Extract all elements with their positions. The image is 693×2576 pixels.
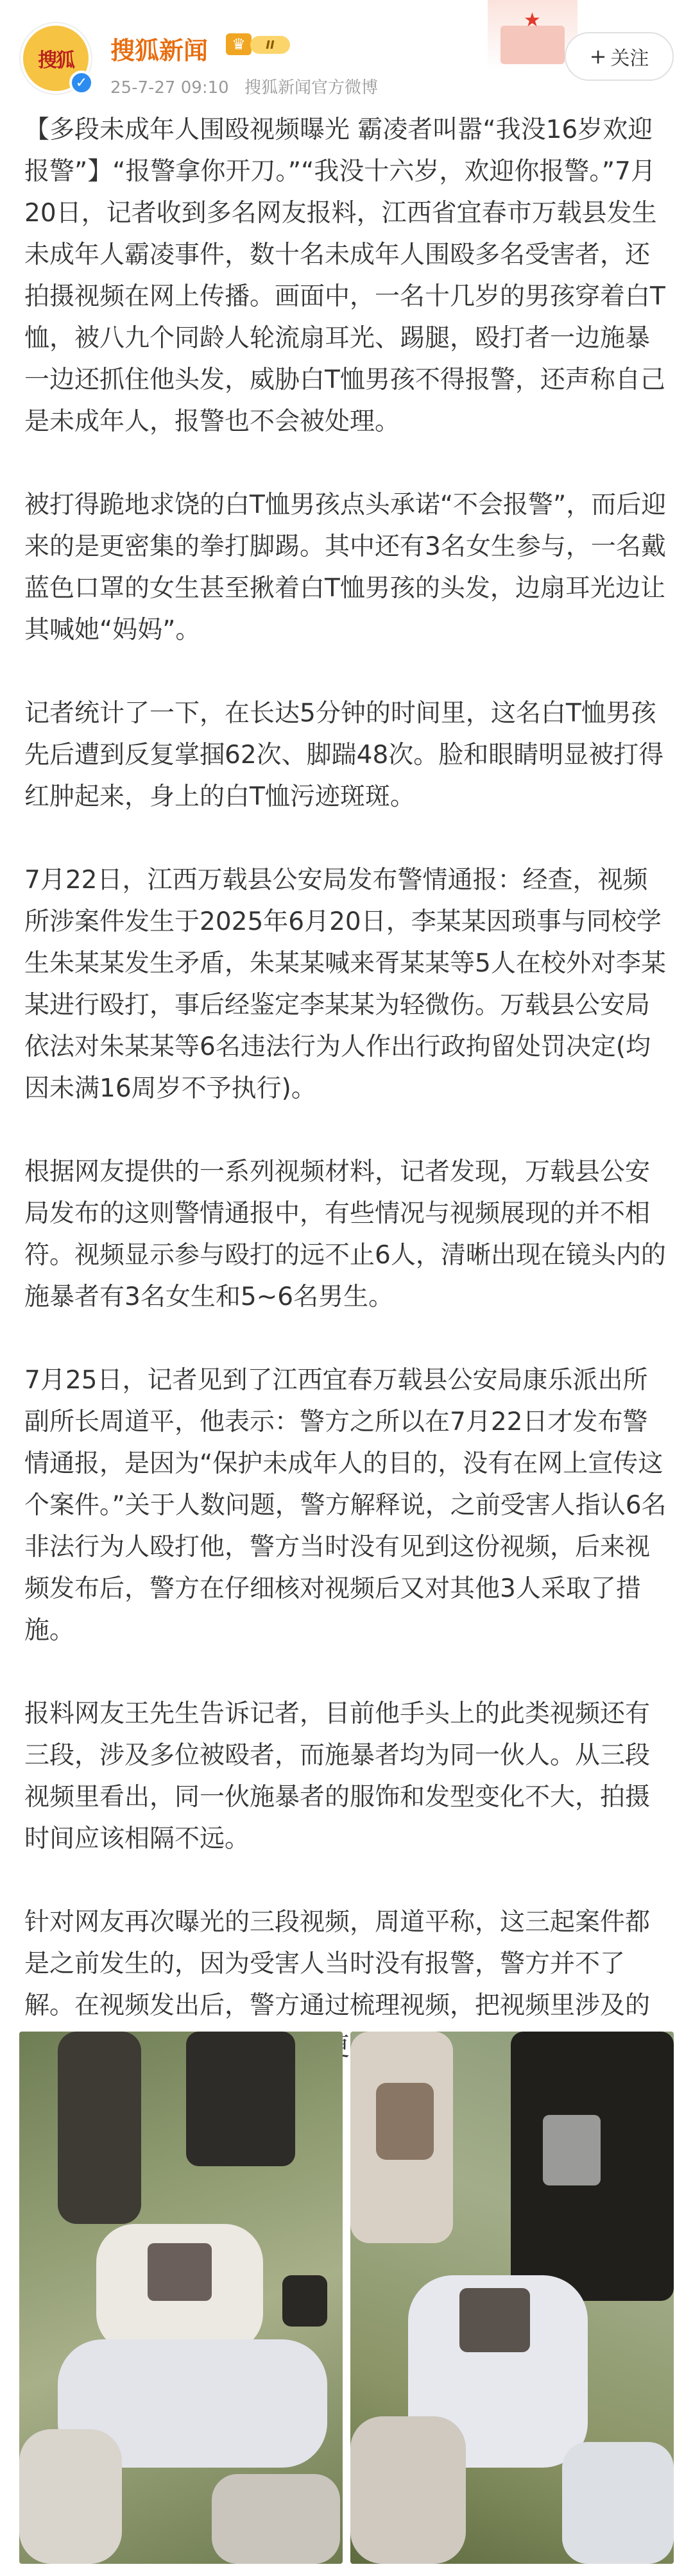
image-figure: [543, 2115, 601, 2185]
account-name[interactable]: 搜狐新闻: [110, 37, 209, 65]
avatar-logo-text: 搜狐: [38, 49, 74, 72]
post-content: [24, 109, 672, 2110]
gate-decoration: [501, 26, 565, 64]
post-meta: [110, 74, 388, 98]
image-figure: [350, 2416, 466, 2564]
post-paragraph: 【多段未成年人围殴视频曝光 霸凌者叫嚣“我没16岁欢迎报警”】“报警拿你开刀。”“我没十六岁，欢迎你报警。”7月20日，记者收到多名网友报料，江西省宜春市万载县发生未成年人霸凌事件，数十名未成年人围殴多名受害者，还拍摄视频在网上传播。画面中，一名十几岁的男孩穿着白T恤，被八九个同龄人轮流扇耳光、踢腿，殴打者一边施暴一边还抓住他头发，威胁白T恤男孩不得报警，还声称自己是未成年人，报警也不会被处理。: [24, 115, 665, 436]
crown-icon: ♛: [226, 33, 252, 55]
image-figure: [212, 2474, 340, 2564]
vip-level: II: [250, 36, 290, 54]
post-image-1[interactable]: [19, 2032, 343, 2564]
post-paragraph: 报料网友王先生告诉记者，目前他手头上的此类视频还有三段，涉及多位被殴者，而施暴者均为同一伙人。从三段视频里看出，同一伙施暴者的服饰和发型变化不大，拍摄时间应该相隔不远。: [24, 1699, 651, 1853]
post-paragraph: 被打得跪地求饶的白T恤男孩点头承诺“不会报警”，而后迎来的是更密集的拳打脚踢。其中还有3名女生参与，一名戴蓝色口罩的女生甚至揪着白T恤男孩的头发，边扇耳光边让其喊她“妈妈”。: [24, 491, 667, 644]
image-figure: [562, 2442, 674, 2564]
image-figure: [376, 2083, 434, 2160]
image-figure: [459, 2288, 530, 2352]
image-figure: [58, 2032, 141, 2224]
post-paragraph: 7月25日，记者见到了江西宜春万载县公安局康乐派出所副所长周道平，他表示：警方之所以在7月22日才发布警情通报，是因为“保护未成年人的目的，没有在网上宣传这个案件。”关于人数问题，警方解释说，之前受害人指认6名非法行为人殴打他，警方当时没有见到这份视频，后来视频发布后，警方在仔细核对视频后又对其他3人采取了措施。: [24, 1366, 667, 1645]
post-paragraph: 根据网友提供的一系列视频材料，记者发现，万载县公安局发布的这则警情通报中，有些情况与视频展现的并不相符。视频显示参与殴打的远不止6人，清晰出现在镜头内的施暴者有3名女生和5~6名男生。: [24, 1158, 666, 1311]
star-icon: ★: [524, 9, 541, 31]
follow-button[interactable]: [565, 32, 674, 81]
post-timestamp: 25-7-27 09:10: [110, 78, 229, 97]
post-image-2[interactable]: [350, 2032, 674, 2564]
vip-badge[interactable]: [226, 32, 293, 56]
post-header: [0, 0, 693, 122]
post-paragraph: 7月22日，江西万载县公安局发布警情通报：经查，视频所涉案件发生于2025年6月20日，李某某因琐事与同校学生朱某某发生矛盾，朱某某喊来胥某某等5人在校外对李某某进行殴打，事后经鉴定李某某为轻微伤。万载县公安局依法对朱某某等6名违法行为人作出行政拘留处罚决定(均因未满16周岁不予执行)。: [24, 866, 666, 1103]
verified-icon: ✓: [69, 71, 94, 95]
image-figure: [186, 2032, 295, 2166]
image-grid: [19, 2032, 674, 2564]
post-source: 搜狐新闻官方微博: [244, 78, 378, 97]
post-paragraph: 记者统计了一下，在长达5分钟的时间里，这名白T恤男孩先后遭到反复掌掴62次、脚踹48次。脸和眼睛明显被打得红肿起来，身上的白T恤污迹斑斑。: [24, 699, 664, 811]
plus-icon: +: [589, 44, 607, 69]
follow-label: 关注: [610, 47, 649, 70]
image-figure: [148, 2243, 212, 2301]
post-paragraph-text: 针对网友再次曝光的三段视频，周道平称，这三起案件都是之前发生的，因为受害人当时没有报警，警方并不了解。在视频发出后，警方通过梳理视频，把视频里涉及的: [24, 1908, 651, 2020]
image-figure: [19, 2429, 122, 2564]
image-figure: [282, 2275, 327, 2327]
